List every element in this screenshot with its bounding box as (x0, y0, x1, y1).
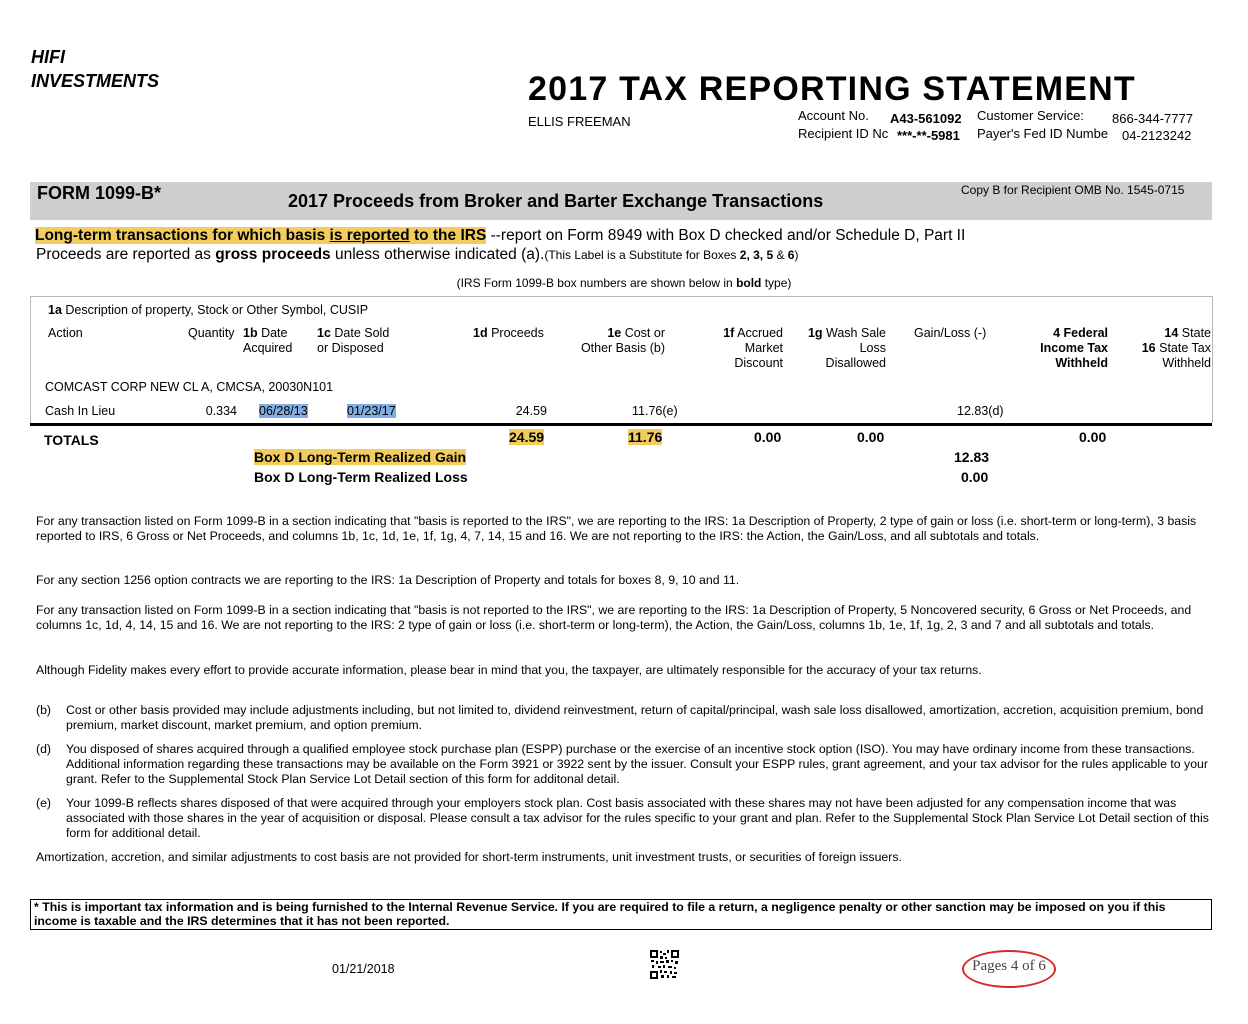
company-line-2: INVESTMENTS (31, 71, 160, 91)
note-d-text: You disposed of shares acquired through a qualified employee stock purchase plan (ESPP) purchase or the exercise of an incentive stock option (ISO). You may have ordinary income from these transactions. Additional information regarding these transactions may be available on the Form 3921 or 3922 sent by the issuer. Consult your ESPP rules, grant agreement, and your tax advisor for the rules applicable to your grant. Refer to the Supplemental Stock Plan Service Lot Detail section of this form for additonal detail. (66, 742, 1208, 786)
company-name (31, 45, 159, 93)
realized-loss-label: Box D Long-Term Realized Loss (254, 469, 468, 485)
account-value: A43-561092 (890, 111, 962, 126)
basis-not-reported-paragraph: For any transaction listed on Form 1099-B in a section indicating that "basis is not reported to the IRS", we are reporting to the IRS: 1a Description of Property, 5 Noncovered security, 6 Gross or Net Proceeds, and columns 1c, 1d, 4, 14, 15 and 16. We are not reporting to the IRS: 2 type of gain or loss (i.e. short-term or long-term), the Action, the Gain/Loss, columns 1b, 1e, 1f, 1g, 2, 3 and 7 and all subtotals and totals. (36, 603, 1192, 632)
col-action: Action (48, 326, 83, 340)
col-gain-loss: Gain/Loss (-) (914, 326, 987, 340)
form-copy-note: Copy B for Recipient OMB No. 1545-0715 (961, 183, 1185, 197)
basis-reported-paragraph: For any transaction listed on Form 1099-B in a section indicating that "basis is reported to the IRS", we are reporting to the IRS: 1a Description of Property, 2 type of gain or loss (i.e. short-term or long-term), 3 basis reported to IRS, 6 Gross or Net Proceeds, and columns 1b, 1c, 1d, 1e, 1f, 1g, 4, 7, 14, 15 and 16. We are not reporting to the IRS: the Action, the Gain/Loss, and all subtotals and totals. (36, 514, 1197, 543)
row-proceeds: 24.59 (515, 404, 547, 418)
realized-gain-label: Box D Long-Term Realized Gain (254, 449, 467, 465)
accuracy-paragraph: Although Fidelity makes every effort to provide accurate information, please bear in mind that you, the taxpayer, are ultimately responsible for the accuracy of your tax returns. (36, 663, 982, 677)
total-cost-basis: 11.76 (628, 429, 663, 445)
amortization-paragraph: Amortization, accretion, and similar adjustments to cost basis are not provided for short-term instruments, unit investment trusts, or securities of foreign issuers. (36, 850, 902, 864)
page-indicator: Pages 4 of 6 (972, 958, 1046, 974)
statement-title: 2017 TAX REPORTING STATEMENT (528, 70, 1136, 108)
note-e-text: Your 1099-B reflects shares disposed of that were acquired through your employers stock plan. Cost basis associated with these shares may not have been adjusted for any compensation income that was associated with those shares in the year of acquisition or disposal. Please consult a tax advisor for the rules specific to your grant and plan. Refer to the Supplemental Stock Plan Service Lot Detail section of this form for additional detail. (66, 796, 1209, 840)
row-cost-basis: 11.76(e) (632, 404, 678, 418)
totals-label: TOTALS (44, 432, 99, 448)
security-description: COMCAST CORP NEW CL A, CMCSA, 20030N101 (45, 380, 334, 394)
col-state-tax: 14 State 16 State Tax Withheld (1141, 326, 1211, 370)
company-line-1: HIFI (31, 47, 65, 67)
gross-proceeds-line: Proceeds are reported as gross proceeds unless otherwise indicated (a).(This Label is a Substitute for Boxes 2, 3, 5 & 6) (36, 246, 799, 263)
row-quantity: 0.334 (205, 404, 237, 418)
note-b-text: Cost or other basis provided may include adjustments including, but not limited to, dividend reinvestment, return of capital/principal, wash sale loss disallowed, amortization, accretion, acquisition premium, bond premium, market discount, market premium, and option premium. (66, 703, 1204, 732)
total-accrued-market-discount: 0.00 (754, 429, 782, 445)
important-tax-notice: * This is important tax information and is being furnished to the Internal Revenue Service. If you are required to file a return, a negligence penalty or other sanction may be imposed on you if this income is taxable and the IRS determines that it has not been reported. (30, 899, 1212, 930)
totals-divider (30, 423, 1212, 426)
recipient-id-label: Recipient ID Nc (798, 126, 889, 141)
note-b-mark: (b) (36, 703, 52, 717)
col-proceeds: 1d Proceeds (473, 326, 544, 340)
statement-date: 01/21/2018 (332, 962, 395, 976)
section-1256-paragraph: For any section 1256 option contracts we are reporting to the IRS: 1a Description of Property and totals for boxes 8, 9, 10 and 11. (36, 573, 740, 587)
col-cost-basis: 1e Cost or Other Basis (b) (580, 326, 665, 355)
long-term-heading (35, 227, 965, 245)
form-label: FORM 1099-B* (37, 183, 162, 203)
qr-code-icon (650, 950, 679, 979)
customer-service-label: Customer Service: (977, 108, 1084, 123)
col-accrued-market-discount: 1f Accrued Market Discount (723, 326, 783, 370)
long-term-rest: --report on Form 8949 with Box D checked and/or Schedule D, Part II (486, 227, 966, 244)
col-federal-tax-withheld: 4 Federal Income Tax Withheld (1040, 326, 1108, 370)
long-term-highlight: Long-term transactions for which basis is reported to the IRS (35, 227, 487, 244)
payer-id-value: 04-2123242 (1122, 128, 1192, 143)
recipient-name: ELLIS FREEMAN (528, 114, 631, 129)
form-title: 2017 Proceeds from Broker and Barter Exchange Transactions (288, 191, 824, 211)
row-date-sold: 01/23/17 (347, 404, 396, 418)
col-wash-sale-loss: 1g Wash Sale Loss Disallowed (807, 326, 886, 370)
box-number-note: (IRS Form 1099-B box numbers are shown below in bold type) (456, 276, 792, 290)
row-action: Cash In Lieu (45, 404, 116, 418)
account-label: Account No. (798, 108, 869, 123)
note-e-mark: (e) (36, 796, 52, 810)
realized-loss-value: 0.00 (961, 469, 989, 485)
row-date-acquired: 06/28/13 (259, 404, 308, 418)
col-date-acquired: 1b Date Acquired (243, 326, 293, 355)
total-proceeds: 24.59 (509, 429, 545, 445)
realized-gain-value: 12.83 (954, 449, 990, 465)
description-header: 1a Description of property, Stock or Other Symbol, CUSIP (48, 303, 369, 317)
recipient-id-value: ***-**-5981 (897, 128, 960, 143)
col-date-sold: 1c Date Sold or Disposed (317, 326, 390, 355)
total-wash-sale-loss: 0.00 (857, 429, 885, 445)
row-gain-loss: 12.83(d) (957, 404, 1004, 418)
note-d-mark: (d) (36, 742, 52, 756)
payer-id-label: Payer's Fed ID Numbe (977, 126, 1109, 141)
total-federal-tax-withheld: 0.00 (1079, 429, 1107, 445)
col-quantity: Quantity (188, 326, 235, 340)
customer-service-value: 866-344-7777 (1112, 111, 1193, 126)
